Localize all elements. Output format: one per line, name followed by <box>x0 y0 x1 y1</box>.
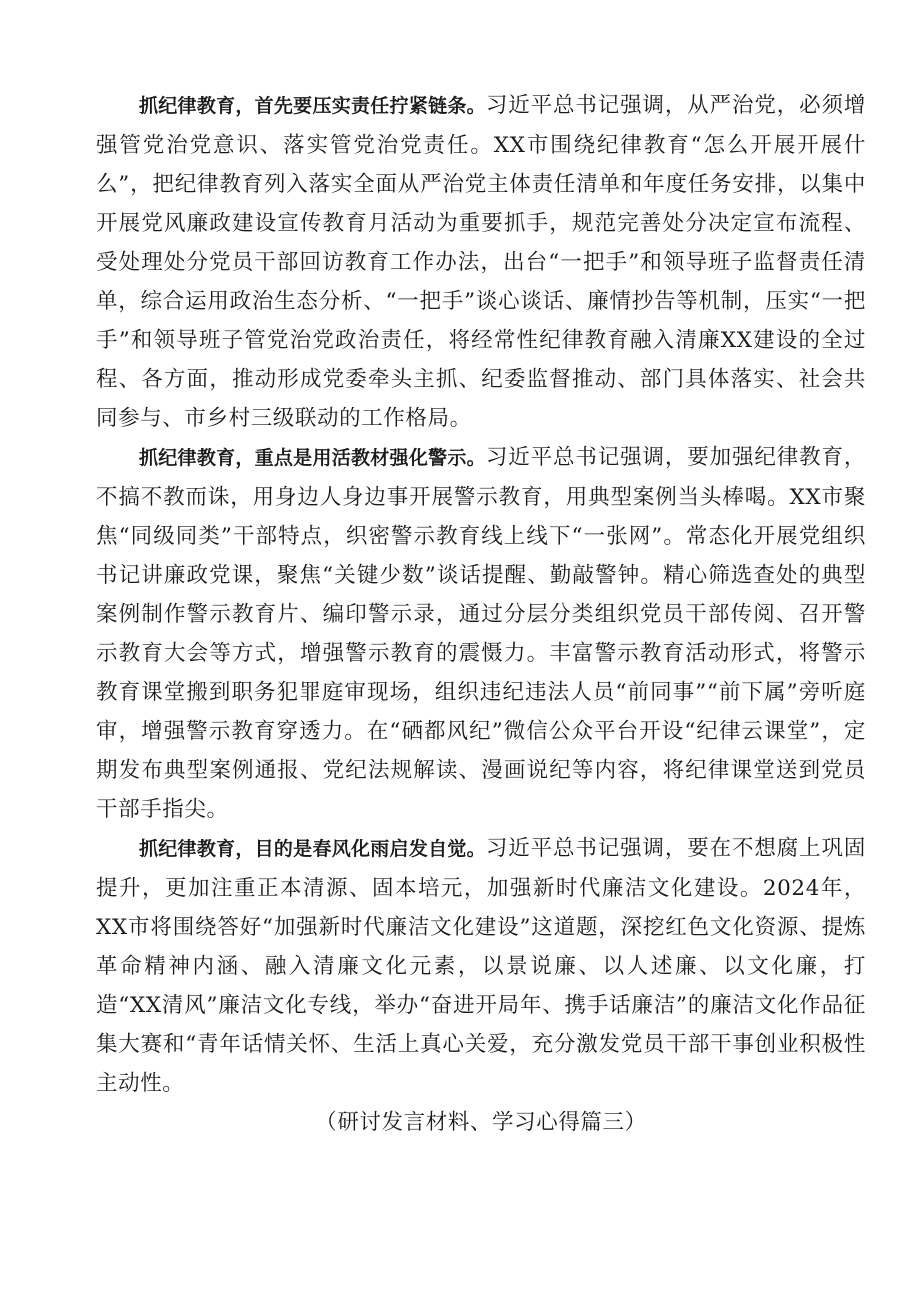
document-body <box>96 86 866 1142</box>
paragraph-lead: 抓纪律教育，首先要压实责任拧紧链条。 <box>139 95 486 117</box>
paragraph-lead: 抓纪律教育，重点是用活教材强化警示。 <box>139 447 486 469</box>
paragraph-text: 习近平总书记强调，要在不想腐上巩固提升，更加注重正本清源、固本培元，加强新时代廉洁文化建设。2024年，XX市将围绕答好“加强新时代廉洁文化建设”这道题，深挖红色文化资源、提炼革命精神内涵、融入清廉文化元素，以景说廉、以人述廉、以文化廉，打造“XX清风”廉洁文化专线，举办“奋进开局年、携手话廉洁”的廉洁文化作品征集大赛和“青年话情关怀、生活上真心关爱，充分激发党员干部干事创业积极性主动性。 <box>96 836 866 1096</box>
paragraph-text: 习近平总书记强调，要加强纪律教育，不搞不教而诛，用身边人身边事开展警示教育，用典型案例当头棒喝。XX市聚焦“同级同类”干部特点，织密警示教育线上线下“一张网”。常态化开展党组织书记讲廉政党课，聚焦“关键少数”谈话提醒、勤敲警钟。精心筛选查处的典型案例制作警示教育片、编印警示录，通过分层分类组织党员干部传阅、召开警示教育大会等方式，增强警示教育的震慑力。丰富警示教育活动形式，将警示教育课堂搬到职务犯罪庭审现场，组织违纪违法人员“前同事”“前下属”旁听庭审，增强警示教育穿透力。在“硒都风纪”微信公众平台开设“纪律云课堂”，定期发布典型案例通报、党纪法规解读、漫画说纪等内容，将纪律课堂送到党员干部手指尖。 <box>96 445 866 822</box>
section-caption: （研讨发言材料、学习心得篇三） <box>315 1110 647 1135</box>
paragraph-warning <box>96 438 866 829</box>
paragraph-culture <box>96 829 866 1103</box>
paragraph-text: 习近平总书记强调，从严治党，必须增强管党治党意识、落实管党治党责任。XX市围绕纪律教育“怎么开展开展什么”，把纪律教育列入落实全面从严治党主体责任清单和年度任务安排，以集中开展党风廉政建设宣传教育月活动为重要抓手，规范完善处分决定宣布流程、受处理处分党员干部回访教育工作办法，出台“一把手”和领导班子监督责任清单，综合运用政治生态分析、“一把手”谈心谈话、廉情抄告等机制，压实“一把手”和领导班子管党治党政治责任，将经常性纪律教育融入清廉XX建设的全过程、各方面，推动形成党委牵头主抓、纪委监督推动、部门具体落实、社会共同参与、市乡村三级联动的工作格局。 <box>96 93 866 431</box>
paragraph-responsibility <box>96 86 866 438</box>
paragraph-lead: 抓纪律教育，目的是春风化雨启发自觉。 <box>139 838 486 860</box>
